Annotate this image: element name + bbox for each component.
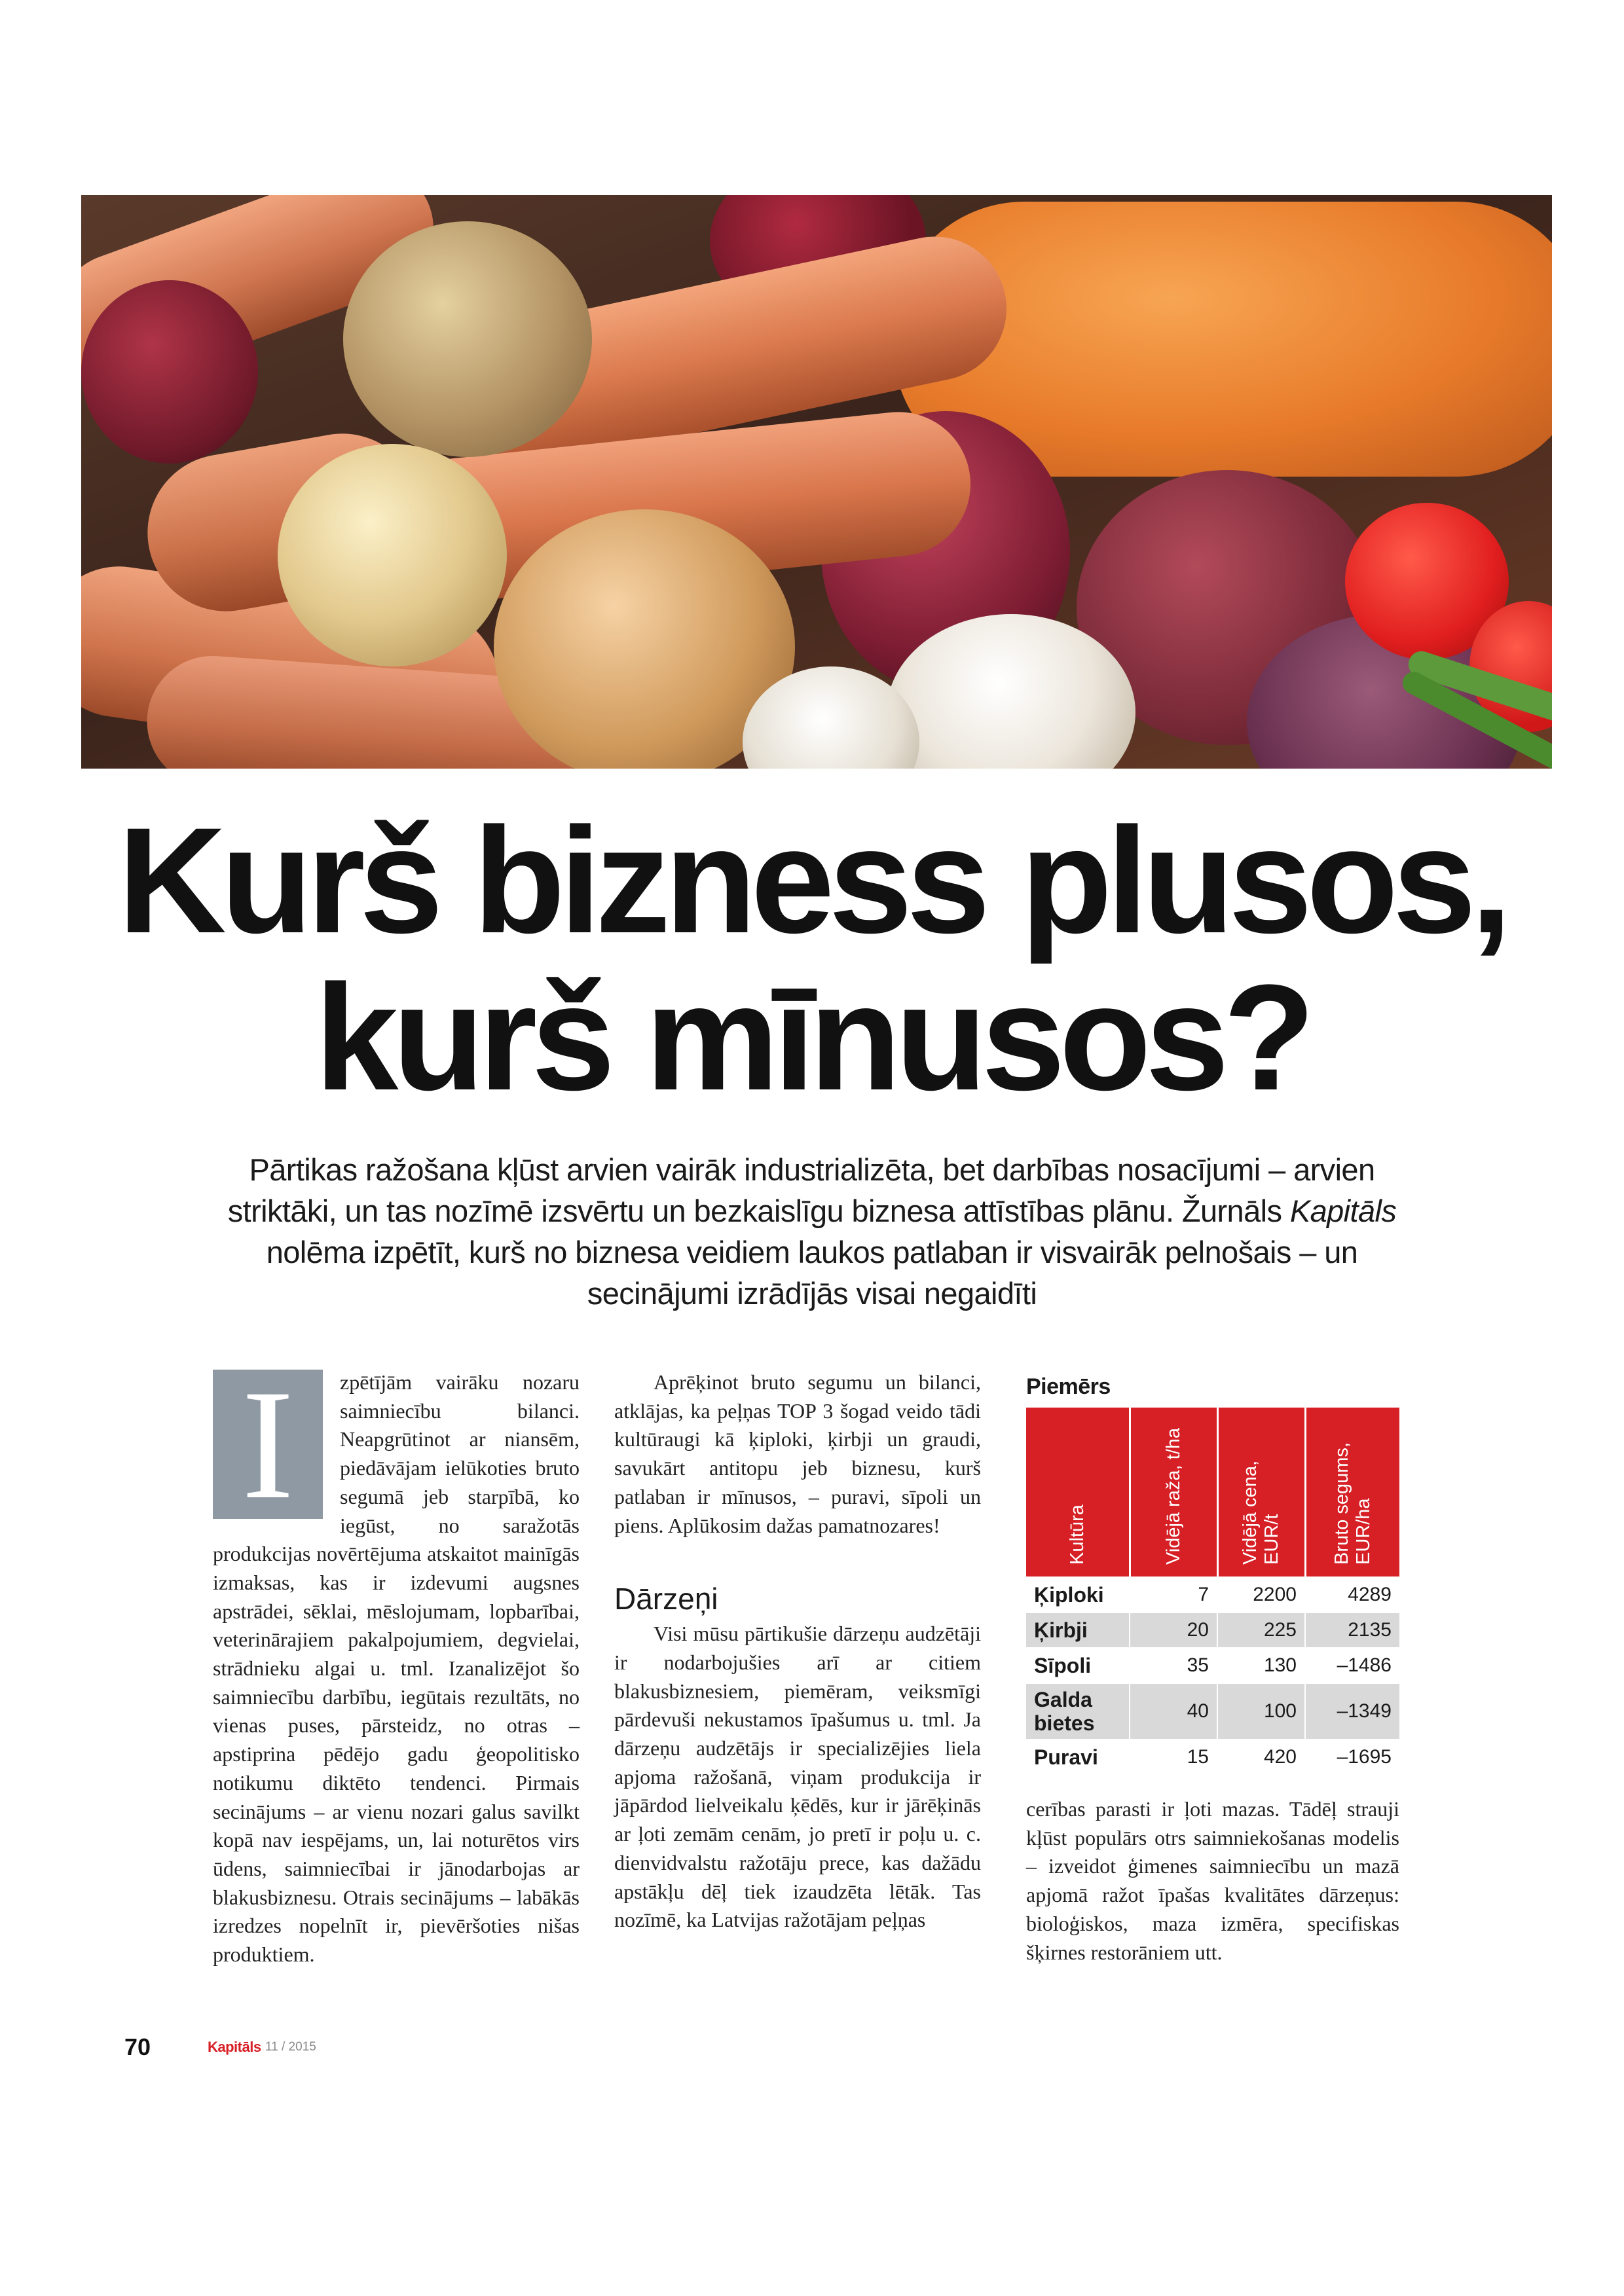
body-paragraph: Visi mūsu pārtikušie dārzeņu audzētāji ir nodarbojušies arī ar citiem blakusbiznesiem, piemēram, veiksmīgi pārdevuši nekustamos īpašumus u. tml. Ja dārzeņu audzētājs ir specializējies liela apjoma ražošanā, viņam produkcija ir jāpārdod lielveikalu ķēdēs, kur ir jārēķinās ar ļoti zemām cenām, jo pretī ir poļu u. c. dienvidvalstu ražotāju prece, kas dažādu apstākļu dēļ tiek izaudzēta lētāk. Tas nozīmē, ka Latvijas ražotājam peļņas — [614, 1622, 981, 1932]
page-number: 70 — [124, 2033, 151, 2060]
crop-profit-table — [1026, 1408, 1399, 1774]
table-cell: –1486 — [1305, 1648, 1399, 1683]
table-cell: 4289 — [1305, 1577, 1399, 1613]
table-cell: Ķiploki — [1026, 1577, 1130, 1613]
table-header-row — [1026, 1408, 1399, 1577]
table-row — [1026, 1683, 1399, 1740]
lead-text-after: nolēma izpētīt, kurš no biznesa veidiem laukos patlaban ir visvairāk pelnošais – un secinājumi izrādījās visai negaidīti — [266, 1235, 1358, 1311]
table-header-cell: Vidējā cena, EUR/t — [1217, 1408, 1305, 1577]
table-header-cell: Bruto segums, EUR/ha — [1305, 1408, 1399, 1577]
body-paragraph: cerības parasti ir ļoti mazas. Tādēļ strauji kļūst populārs otrs saimniekošanas modelis – izveidot ģimenes saimniecību un mazā apjomā ražot īpašas kvalitātes dārzeņus: bioloģiskos, maza izmēra, specifiskas šķirnes restorāniem utt. — [1026, 1797, 1399, 1964]
body-paragraph: Aprēķinot bruto segumu un bilanci, atklājas, ka peļņas TOP 3 šogad veido tādi kultūraugi kā ķiploki, ķirbji un graudi, savukārt antitopu jeb biznesu, kurš patlaban ir mīnusos, – puravi, sīpoli un piens. Aplūkosim dažas pamatnozares! — [614, 1370, 981, 1537]
table-row — [1026, 1740, 1399, 1774]
table-cell: 420 — [1217, 1740, 1305, 1774]
table-cell: 7 — [1130, 1577, 1217, 1613]
sidebar-title: Piemērs — [1026, 1374, 1111, 1399]
body-column-1 — [213, 1357, 580, 1969]
table-cell: 20 — [1130, 1613, 1217, 1648]
body-column-3 — [1026, 1795, 1399, 1967]
table-cell: 2200 — [1217, 1577, 1305, 1613]
body-column-2 — [614, 1368, 981, 1935]
table-cell: 40 — [1130, 1683, 1217, 1740]
headline-line-1: Kurš bizness plusos, — [117, 796, 1507, 964]
example-sidebar — [1026, 1372, 1399, 1774]
table-cell: Ķirbji — [1026, 1613, 1130, 1648]
table-cell: Puravi — [1026, 1740, 1130, 1774]
lead-text-before: Pārtikas ražošana kļūst arvien vairāk industrializēta, bet darbības nosacījumi – arvien striktāki, un tas nozīmē izsvērtu un bezkaislīgu biznesa attīstības plānu. Žurnāls — [227, 1152, 1375, 1228]
table-cell: 130 — [1217, 1648, 1305, 1683]
table-cell: 100 — [1217, 1683, 1305, 1740]
drop-cap: I — [213, 1370, 323, 1519]
table-cell: 15 — [1130, 1740, 1217, 1774]
table-cell: –1695 — [1305, 1740, 1399, 1774]
table-cell: Galda bietes — [1026, 1683, 1130, 1740]
table-row — [1026, 1648, 1399, 1683]
table-row — [1026, 1577, 1399, 1613]
table-cell: 2135 — [1305, 1613, 1399, 1648]
body-paragraph: zpētījām vairāku nozaru saimniecību bilanci. Neapgrūtinot ar niansēm, piedāvājam ielūkoties bruto segumā jeb starpībā, ko iegūst, no saražotās produkcijas novērtējuma atskaitot mainīgās izmaksas, kas ir izdevumi augsnes apstrādei, sēklai, mēslojumam, lopbarībai, veterinārajiem pakalpojumiem, degvielai, strādnieku algai u. tml. Izanalizējot šo saimniecību darbību, iegūtais rezultāts, no vienas puses, pārsteidz, no otras – apstiprina pēdējo gadu ģeopolitisko notikumu diktēto tendenci. Pirmais secinājums – ar vienu nozari galus savilkt kopā nav iespējams, un, lai noturētos virs ūdens, saimniecībai ir jānodarbojas ar blakusbiznesu. Otrais secinājums – labākās izredzes nopelnīt ir, pievēršoties nišas produktiem. — [213, 1370, 580, 1967]
table-header-cell: Kultūra — [1026, 1408, 1130, 1577]
article-lead — [196, 1149, 1428, 1314]
issue-date: 11 / 2015 — [265, 2040, 316, 2054]
table-header-cell: Vidējā raža, t/ha — [1130, 1408, 1217, 1577]
table-cell: 225 — [1217, 1613, 1305, 1648]
headline-line-2: kurš mīnusos? — [314, 953, 1310, 1121]
hero-vegetables-photo — [81, 195, 1552, 769]
table-row — [1026, 1613, 1399, 1648]
lead-magazine-name: Kapitāls — [1289, 1194, 1397, 1228]
article-headline — [0, 796, 1624, 1121]
magazine-logo: Kapitāls — [208, 2039, 261, 2055]
table-cell: –1349 — [1305, 1683, 1399, 1740]
table-cell: 35 — [1130, 1648, 1217, 1683]
section-subheading: Dārzeņi — [614, 1582, 718, 1616]
table-cell: Sīpoli — [1026, 1648, 1130, 1683]
